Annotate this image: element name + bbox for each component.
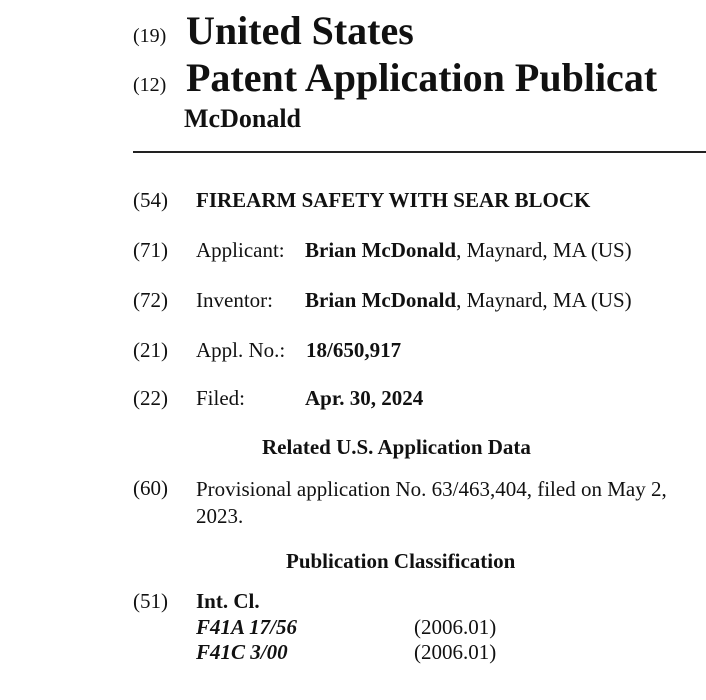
country-title: United States [186,8,414,53]
int-cl-label: Int. Cl. [196,589,260,613]
related-text: Provisional application No. 63/463,404, filed on May 2, 2023. [196,477,667,528]
header-divider [133,151,706,153]
int-cl-class: F41A 17/56 [196,615,297,639]
related-heading: Related U.S. Application Data [262,435,531,459]
classification-code: (51) [133,589,168,613]
appl-no-code: (21) [133,338,168,362]
applicant-label: Applicant: [196,238,285,262]
doc-type-title: Patent Application Publicat [186,55,658,100]
appl-no-value: 18/650,917 [306,338,402,362]
filed-label: Filed: [196,386,246,410]
inventor-location: , Maynard, MA (US) [456,288,632,312]
doc-type-code: (12) [133,74,167,96]
patent-title: FIREARM SAFETY WITH SEAR BLOCK [196,188,591,212]
inventor-surname: McDonald [184,104,301,133]
classification-heading: Publication Classification [286,549,516,573]
inventor-code: (72) [133,288,168,312]
applicant-code: (71) [133,238,168,262]
related-code: (60) [133,476,168,500]
filed-value: Apr. 30, 2024 [305,386,424,410]
applicant-name: Brian McDonald [305,238,457,262]
country-code: (19) [133,25,167,47]
inventor-value [305,288,632,313]
int-cl-version: (2006.01) [414,615,497,639]
int-cl-version: (2006.01) [414,640,497,664]
appl-no-label: Appl. No.: [196,338,286,362]
int-cl-class: F41C 3/00 [196,640,288,664]
applicant-location: , Maynard, MA (US) [456,238,632,262]
title-code: (54) [133,188,168,212]
inventor-label: Inventor: [196,288,273,312]
filed-code: (22) [133,386,168,410]
inventor-name: Brian McDonald [305,288,457,312]
applicant-value [305,238,632,263]
